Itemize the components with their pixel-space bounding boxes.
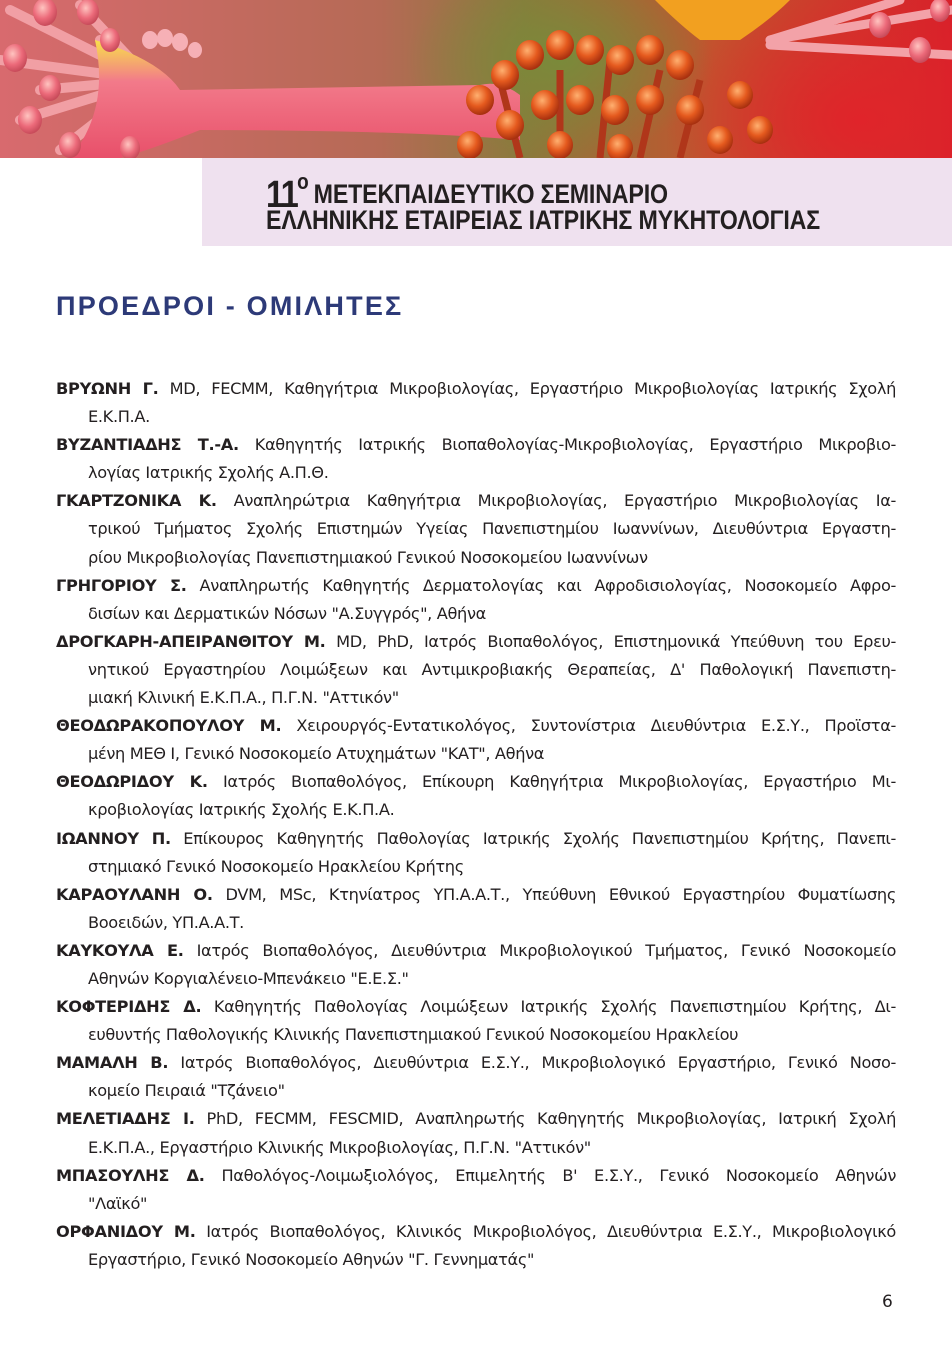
speaker-entry	[56, 628, 896, 712]
speaker-entry	[56, 825, 896, 881]
speaker-affiliation: Αναπληρωτής Καθηγητής Δερματολογίας και Αφροδισιολογίας, Νοσοκομείο Αφρο-	[186, 575, 896, 595]
speaker-affiliation: DVM, MSc, Κτηνίατρος ΥΠ.Α.Α.Τ., Υπεύθυνη Εθνικού Εργαστηρίου Φυματίωσης	[212, 884, 896, 904]
speaker-affiliation-continued: Αθηνών Κοργιαλένειο-Μπενάκειο "Ε.Ε.Σ."	[88, 968, 409, 988]
speaker-affiliation: Χειρουργός-Εντατικολόγος, Συντονίστρια Διευθύντρια Ε.Σ.Υ., Προϊστα-	[281, 716, 896, 736]
speaker-name: ΔΡΟΓΚΑΡΗ-ΑΠΕΙΡΑΝΘΙΤΟΥ Μ.	[56, 631, 326, 651]
speaker-entry-first-line	[56, 1105, 896, 1133]
speaker-entry	[56, 1049, 896, 1105]
speaker-entry-first-line	[56, 1162, 896, 1190]
speaker-name: ΘΕΟΔΩΡΙΔΟΥ Κ.	[56, 772, 208, 792]
speaker-name: ΚΑΥΚΟΥΛΑ Ε.	[56, 940, 184, 960]
speaker-affiliation: Ιατρός Βιοπαθολόγος, Διευθύντρια Μικροβιολογικού Τμήματος, Γενικό Νοσοκομείο	[183, 940, 896, 960]
speaker-entry-first-line	[56, 375, 896, 403]
speaker-affiliation-continued: νητικού Εργαστηρίου Λοιμώξεων και Αντιμικροβιακής Θεραπείας, Δ' Παθολογική Πανεπιστη-	[88, 659, 896, 679]
speaker-entry-first-line	[56, 881, 896, 909]
speaker-entry-first-line	[56, 1218, 896, 1246]
event-title-text-1: ΜΕΤΕΚΠΑΙΔΕΥΤΙΚΟ ΣΕΜΙΝΑΡΙΟ	[313, 179, 668, 209]
speaker-affiliation-continued: μιακή Κλινική Ε.Κ.Π.Α., Π.Γ.Ν. "Αττικόν"	[88, 688, 399, 708]
speaker-name: ΜΑΜΑΛΗ Β.	[56, 1053, 169, 1073]
speaker-name: ΒΥΖΑΝΤΙΑΔΗΣ Τ.-Α.	[56, 435, 239, 455]
speaker-name: ΓΚΑΡΤΖΟΝΙΚΑ Κ.	[56, 491, 217, 511]
speaker-affiliation-continued: "Λαϊκό"	[88, 1193, 148, 1213]
speaker-entry-first-line	[56, 825, 896, 853]
speaker-affiliation-continued: ευθυντής Παθολογικής Κλινικής Πανεπιστημιακού Γενικού Νοσοκομείου Ηρακλείου	[88, 1025, 739, 1045]
speaker-name: ΙΩΑΝΝΟΥ Π.	[56, 828, 171, 848]
speaker-entry	[56, 712, 896, 768]
speaker-affiliation-continued: δισίων και Δερματικών Νόσων "Α.Συγγρός", Αθήνα	[88, 603, 486, 623]
speaker-entry-first-line	[56, 993, 896, 1021]
speaker-name: ΚΑΡΑΟΥΛΑΝΗ Ο.	[56, 884, 213, 904]
speaker-entry-first-line	[56, 768, 896, 796]
speaker-entry	[56, 572, 896, 628]
speaker-name: ΓΡΗΓΟΡΙΟΥ Σ.	[56, 575, 187, 595]
speaker-entry	[56, 431, 896, 487]
speaker-affiliation: Καθηγητής Παθολογίας Λοιμώξεων Ιατρικής Σχολής Πανεπιστημίου Κρήτης, Δι-	[201, 997, 896, 1017]
speaker-affiliation: MD, PhD, Ιατρός Βιοπαθολόγος, Επιστημονικά Υπεύθυνη του Ερευ-	[325, 631, 896, 651]
speaker-entry-first-line	[56, 487, 896, 515]
event-title-box	[202, 158, 952, 246]
speakers-list	[56, 375, 896, 1274]
speaker-entry	[56, 768, 896, 824]
speaker-entry-first-line	[56, 431, 896, 459]
speaker-affiliation: Αναπληρώτρια Καθηγήτρια Μικροβιολογίας, Εργαστήριο Μικροβιολογίας Ια-	[216, 491, 896, 511]
speaker-entry	[56, 937, 896, 993]
speaker-entry	[56, 1105, 896, 1161]
speaker-name: ΟΡΦΑΝΙΔΟΥ Μ.	[56, 1221, 196, 1241]
speaker-affiliation-continued: κομείο Πειραιά "Τζάνειο"	[88, 1081, 285, 1101]
speaker-affiliation: Ιατρός Βιοπαθολόγος, Διευθύντρια Ε.Σ.Υ., Μικροβιολογικό Εργαστήριο, Γενικό Νοσο-	[168, 1053, 896, 1073]
edition-superscript: ο	[297, 169, 309, 194]
speaker-name: ΜΕΛΕΤΙΑΔΗΣ Ι.	[56, 1109, 195, 1129]
speaker-affiliation-continued: κροβιολογίας Ιατρικής Σχολής Ε.Κ.Π.Α.	[88, 800, 395, 820]
speaker-name: ΒΡΥΩΝΗ Γ.	[56, 379, 159, 398]
speaker-name: ΘΕΟΔΩΡΑΚΟΠΟΥΛΟΥ Μ.	[56, 716, 282, 736]
speaker-name: ΜΠΑΣΟΥΛΗΣ Δ.	[56, 1165, 205, 1185]
speaker-entry-first-line	[56, 1049, 896, 1077]
speaker-entry-first-line	[56, 628, 896, 656]
speaker-affiliation-continued: τρικού Τμήματος Σχολής Επιστημών Υγείας Πανεπιστημίου Ιωαννίνων, Διευθύντρια Εργαστη-	[88, 519, 896, 539]
speaker-entry-first-line	[56, 712, 896, 740]
speaker-affiliation-continued: μένη ΜΕΘ Ι, Γενικό Νοσοκομείο Ατυχημάτων "ΚΑΤ", Αθήνα	[88, 744, 545, 764]
speaker-entry	[56, 993, 896, 1049]
speaker-affiliation: Επίκουρος Καθηγητής Παθολογίας Ιατρικής Σχολής Πανεπιστημίου Κρήτης, Πανεπι-	[170, 828, 896, 848]
speaker-affiliation: Καθηγητής Ιατρικής Βιοπαθολογίας-Μικροβιολογίας, Εργαστήριο Μικροβιο-	[238, 435, 896, 455]
speaker-affiliation-continued: ρίου Μικροβιολογίας Πανεπιστημιακού Γενικού Νοσοκομείου Ιωαννίνων	[88, 547, 648, 567]
speaker-name: ΚΟΦΤΕΡΙΔΗΣ Δ.	[56, 997, 202, 1017]
speaker-affiliation: Παθολόγος-Λοιμωξιολόγος, Επιμελητής Β' Ε.Σ.Υ., Γενικό Νοσοκομείο Αθηνών	[204, 1165, 896, 1185]
speaker-affiliation-continued: Ε.Κ.Π.Α.	[88, 407, 150, 427]
speaker-affiliation-continued: Εργαστήριο, Γενικό Νοσοκομείο Αθηνών "Γ. Γεννηματάς"	[88, 1249, 535, 1269]
speaker-affiliation-continued: Βοοειδών, ΥΠ.Α.Α.Τ.	[88, 912, 244, 932]
speaker-affiliation-continued: στημιακό Γενικό Νοσοκομείο Ηρακλείου Κρήτης	[88, 856, 464, 876]
speaker-affiliation: Ιατρός Βιοπαθολόγος, Επίκουρη Καθηγήτρια Μικροβιολογίας, Εργαστήριο Μι-	[207, 772, 896, 792]
speaker-entry-first-line	[56, 937, 896, 965]
page-number: 6	[882, 1292, 893, 1312]
speaker-affiliation-continued: λογίας Ιατρικής Σχολής Α.Π.Θ.	[88, 463, 329, 483]
event-title-line-2: ΕΛΛΗΝΙΚΗΣ ΕΤΑΙΡΕΙΑΣ ΙΑΤΡΙΚΗΣ ΜΥΚΗΤΟΛΟΓΙΑΣ	[266, 205, 821, 235]
speaker-entry-first-line	[56, 572, 896, 600]
speaker-affiliation: MD, FECMM, Καθηγήτρια Μικροβιολογίας, Εργαστήριο Μικροβιολογίας Ιατρικής Σχολή	[158, 379, 896, 398]
header-banner-image	[0, 0, 952, 158]
section-title: ΠΡΟΕΔΡΟΙ - ΟΜΙΛΗΤΕΣ	[56, 291, 404, 321]
speaker-entry	[56, 881, 896, 937]
speaker-entry	[56, 1218, 896, 1274]
speaker-entry	[56, 1162, 896, 1218]
speaker-entry	[56, 487, 896, 571]
fungal-illustration	[0, 0, 952, 158]
speaker-affiliation: Ιατρός Βιοπαθολόγος, Κλινικός Μικροβιολόγος, Διευθύντρια Ε.Σ.Υ., Μικροβιολογικό	[195, 1221, 896, 1241]
speaker-entry	[56, 375, 896, 431]
edition-number: 11	[266, 174, 298, 216]
speaker-affiliation-continued: Ε.Κ.Π.Α., Εργαστήριο Κλινικής Μικροβιολογίας, Π.Γ.Ν. "Αττικόν"	[88, 1137, 591, 1157]
speaker-affiliation: PhD, FECMM, FESCMID, Αναπληρωτής Καθηγητής Μικροβιολογίας, Ιατρική Σχολή	[194, 1109, 896, 1129]
